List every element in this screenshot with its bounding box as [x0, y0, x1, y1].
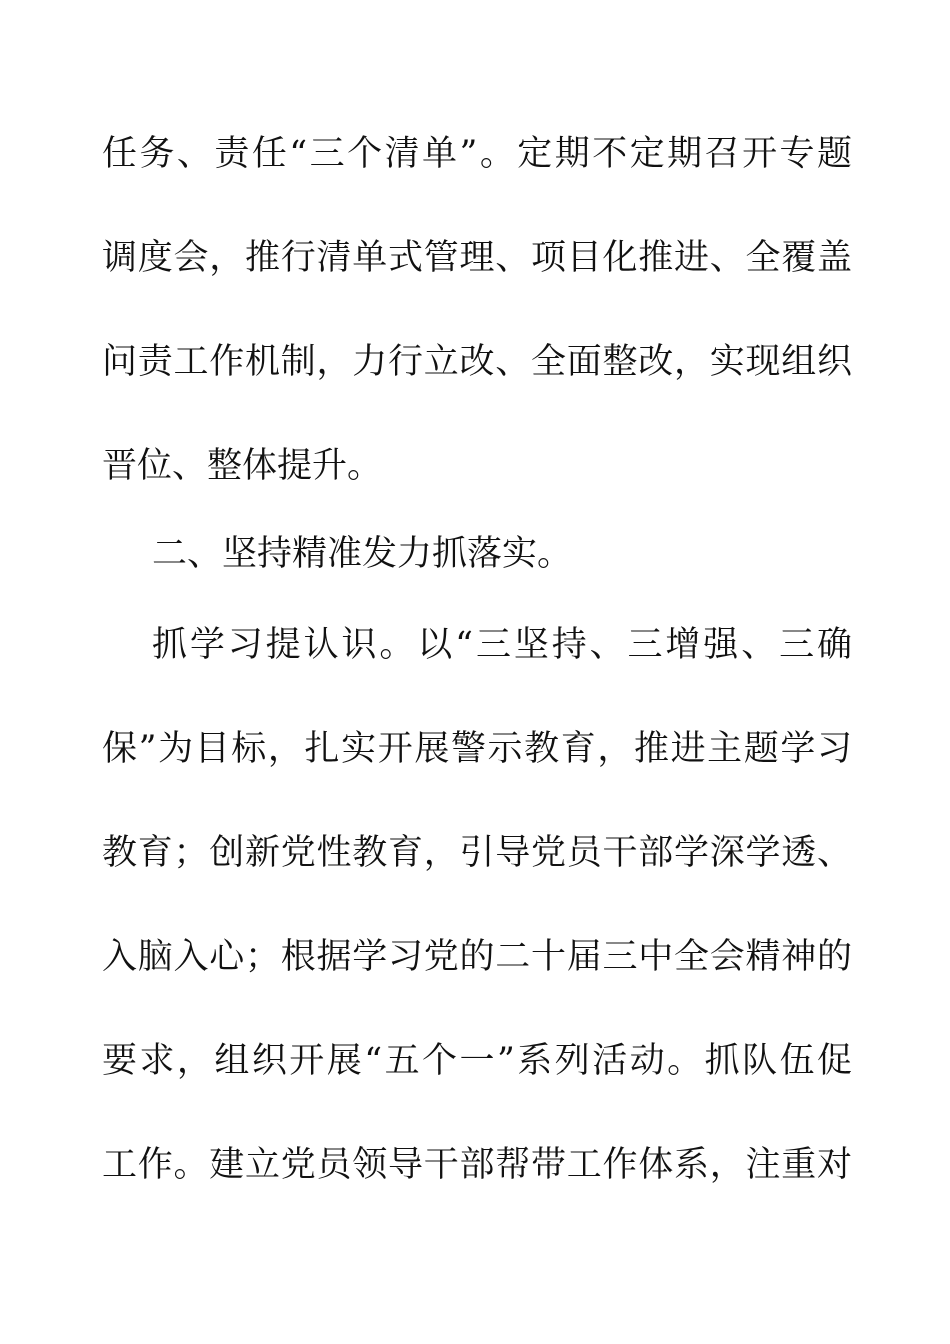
paragraph-line: 晋位、整体提升。 [102, 446, 383, 486]
paragraph-line: 要求，组织开展“五个一”系列活动。抓队伍促 [102, 1041, 852, 1081]
paragraph-line: 保”为目标，扎实开展警示教育，推进主题学习 [102, 729, 852, 769]
paragraph-line: 入脑入心；根据学习党的二十届三中全会精神的 [102, 937, 852, 977]
paragraph-line: 抓学习提认识。以“三坚持、三增强、三确 [152, 625, 852, 665]
paragraph-line: 调度会，推行清单式管理、项目化推进、全覆盖 [102, 238, 852, 278]
paragraph-line: 教育；创新党性教育，引导党员干部学深学透、 [102, 833, 852, 873]
paragraph-line: 工作。建立党员领导干部帮带工作体系，注重对 [102, 1145, 852, 1185]
paragraph-line: 任务、责任“三个清单”。定期不定期召开专题 [102, 134, 852, 174]
paragraph-line: 问责工作机制，力行立改、全面整改，实现组织 [102, 342, 852, 382]
section-heading: 二、坚持精准发力抓落实。 [152, 534, 573, 574]
